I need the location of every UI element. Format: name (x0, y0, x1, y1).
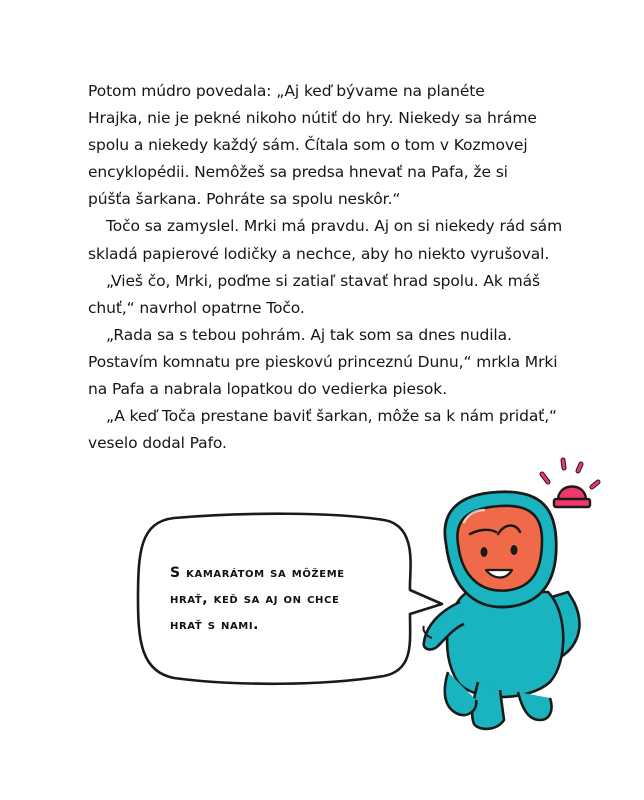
story-paragraph-4 (88, 322, 568, 403)
story-line: skladá papierové lodičky a nechce, aby ho niekto vyrušoval. (88, 244, 550, 263)
astronaut-robot-icon (418, 452, 618, 752)
story-line: „Rada sa s tebou pohrám. Aj tak som sa dnes nudila. (106, 325, 512, 344)
story-line: „Vieš čo, Mrki, poďme si zatiaľ stavať hrad spolu. Ak máš (106, 271, 540, 290)
speech-line: S kamarátom sa môžeme (170, 565, 345, 581)
story-paragraph-3 (88, 268, 568, 322)
story-paragraph-2 (88, 213, 568, 267)
story-paragraph-5 (88, 403, 568, 457)
speech-bubble-text (170, 560, 400, 638)
story-line: púšťa šarkana. Pohráte sa spolu neskôr.“ (88, 190, 401, 209)
story-line: spolu a niekedy každý sám. Čítala som o tom v Kozmovej (88, 136, 528, 155)
story-line: chuť,“ navrhol opatrne Točo. (88, 298, 305, 317)
story-line: Postavím komnatu pre pieskovú princeznú Dunu,“ mrkla Mrki (88, 352, 558, 371)
story-line: Hrajka, nie je pekné nikoho nútiť do hry. Niekedy sa hráme (88, 109, 537, 128)
story-line: na Pafa a nabrala lopatkou do vedierka piesok. (88, 380, 448, 399)
speech-bubble (134, 512, 454, 692)
story-paragraph-1 (88, 78, 568, 213)
alarm-light-icon (542, 460, 598, 507)
story-line: Potom múdro povedala: „Aj keď bývame na planéte (88, 82, 485, 100)
speech-line: hrať, keď sa aj on chce (170, 591, 340, 607)
story-line: encyklopédii. Nemôžeš sa predsa hnevať na Pafa, že si (88, 163, 508, 182)
story-text (88, 78, 568, 457)
speech-line: hrať s nami. (170, 617, 260, 633)
story-line: veselo dodal Pafo. (88, 434, 227, 453)
story-line: „A keď Toča prestane baviť šarkan, môže sa k nám pridať,“ (106, 407, 557, 426)
story-line: Točo sa zamyslel. Mrki má pravdu. Aj on si niekedy rád sám (106, 217, 563, 236)
